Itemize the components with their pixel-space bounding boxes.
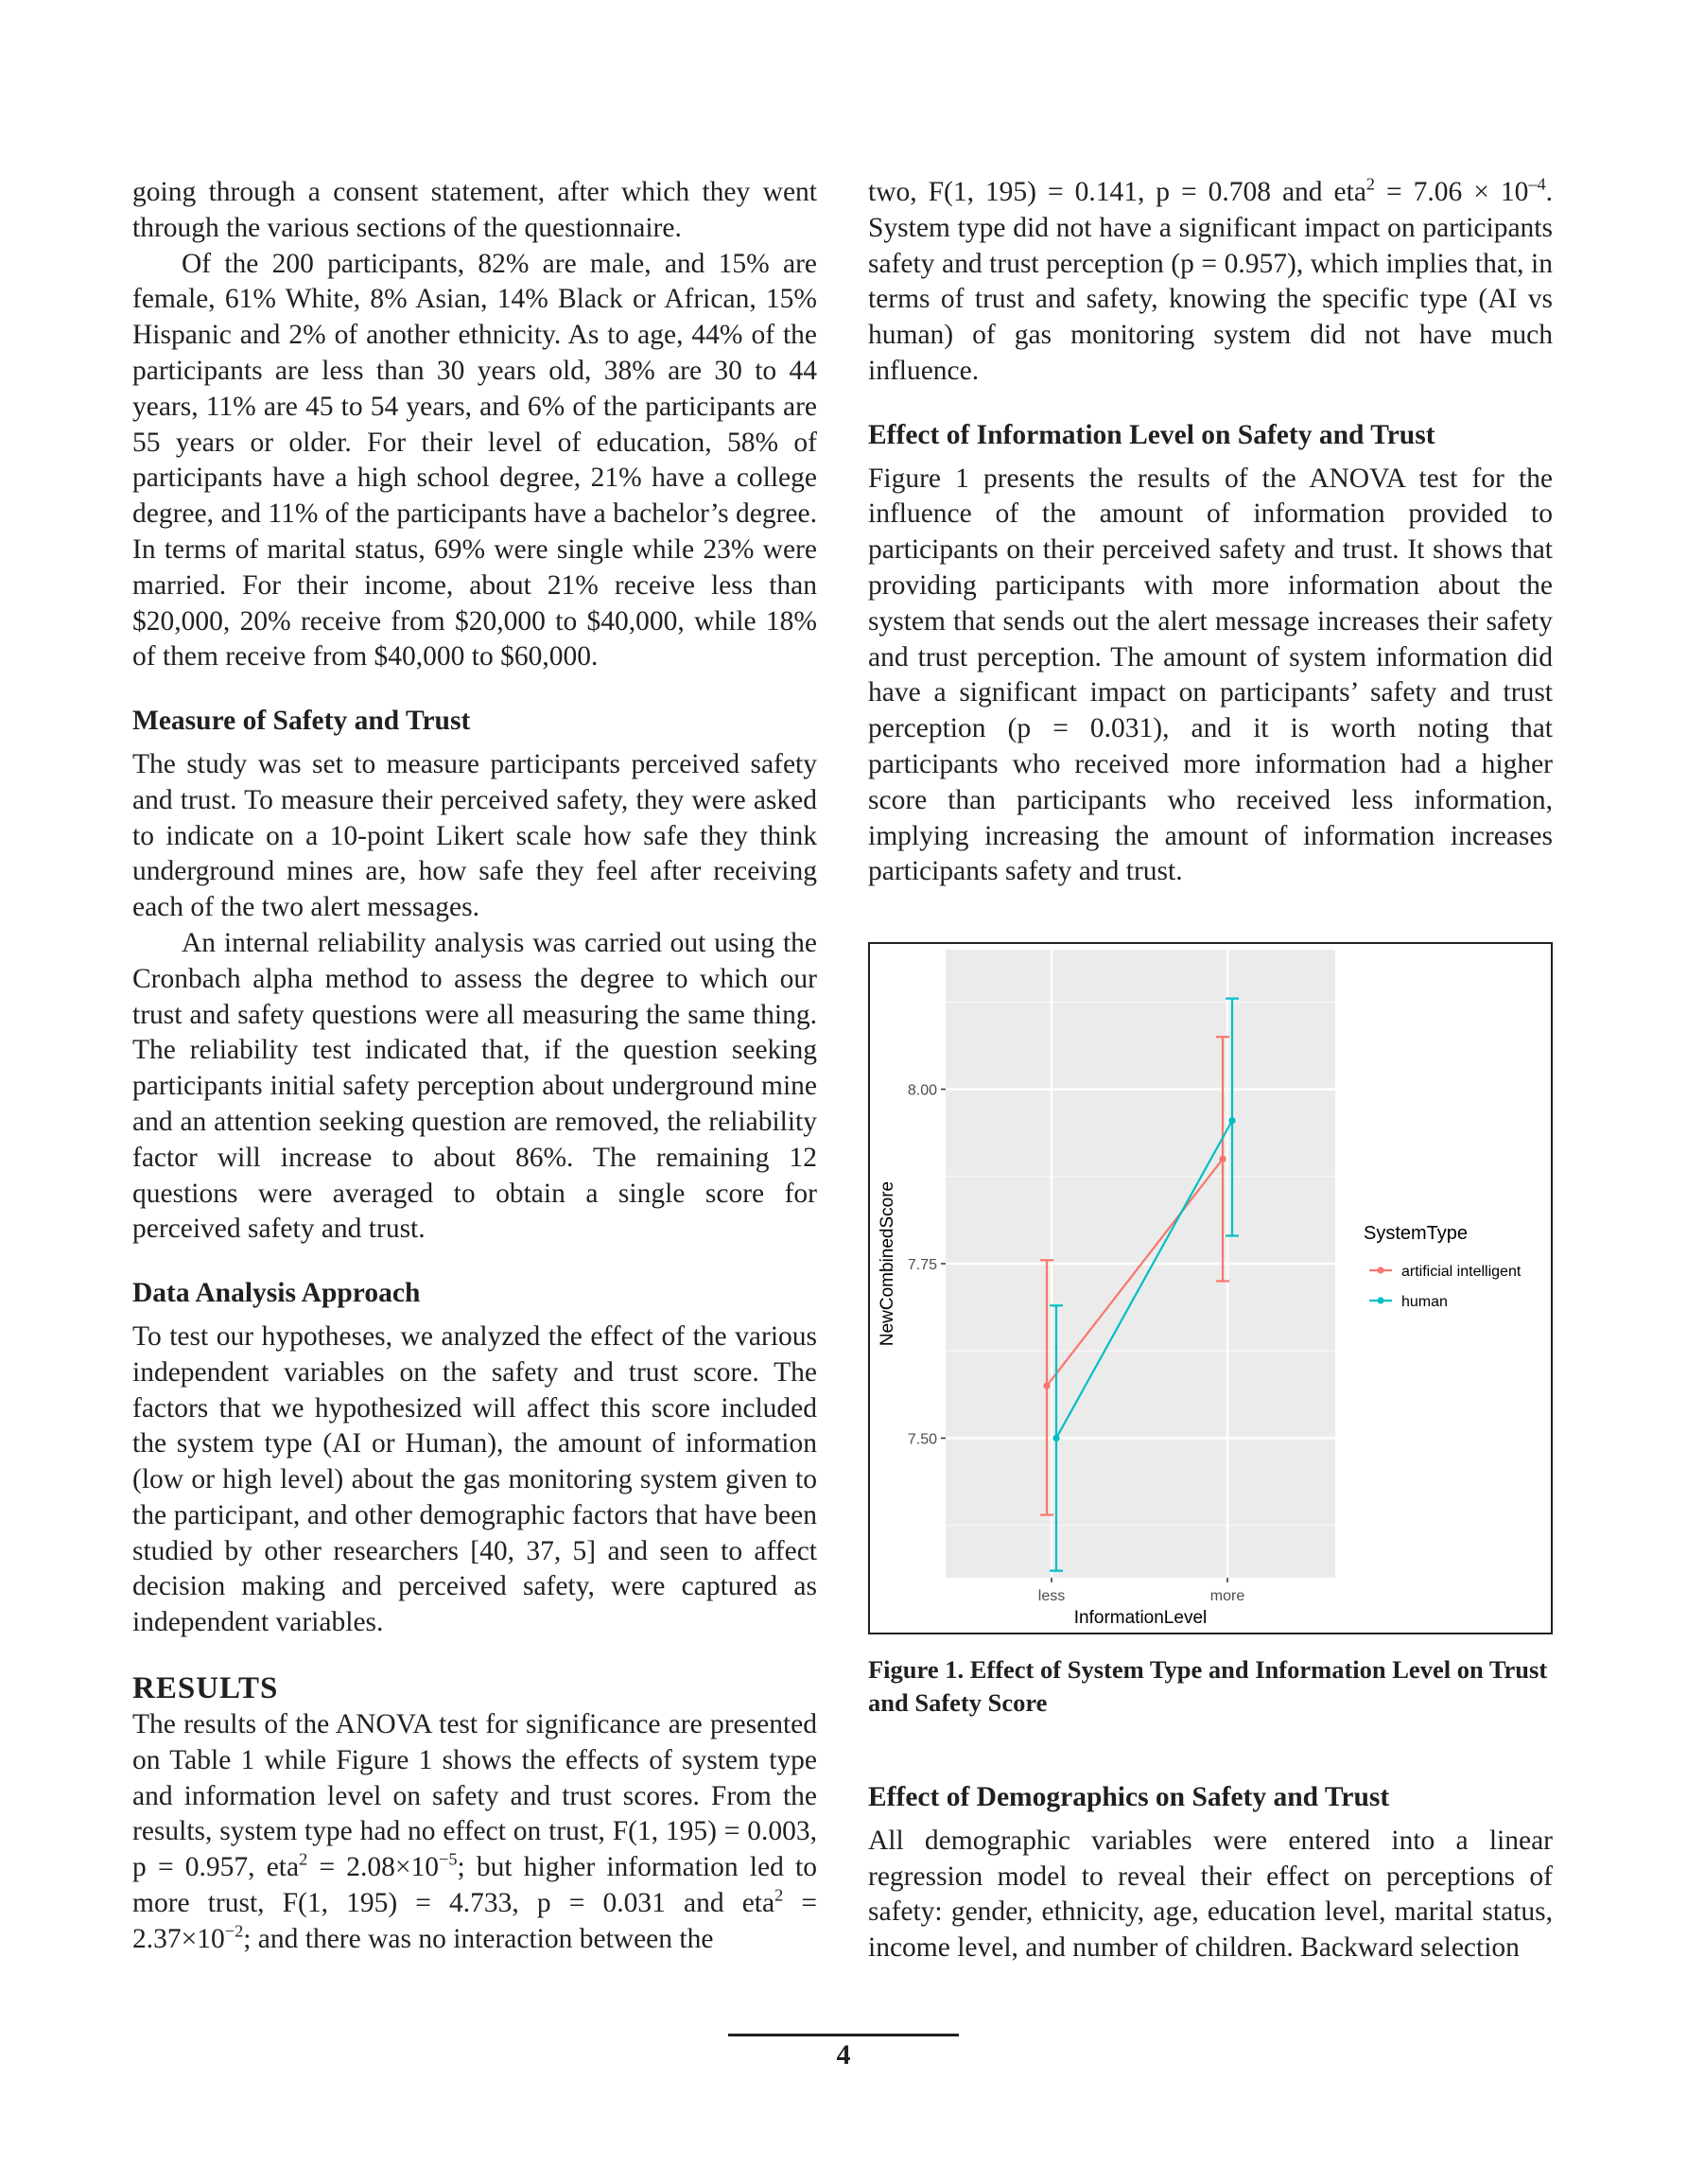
paragraph: To test our hypotheses, we analyzed the effect of the various independent variables on the safety and trust score. The factors that we hypothesized will affect this score included the system type (AI or Human), the amount of information (low or high level) about the gas monitoring system given to the participant, and other demographic factors that have been studied by other researchers [40, 37, 5] and seen to affect decision making and perceived safety, were captured as independent variables.	[132, 1320, 817, 1638]
y-tick-label: 7.75	[907, 1257, 937, 1273]
legend	[1364, 1223, 1522, 1310]
x-tick-label: more	[1209, 1588, 1245, 1604]
paragraph: All demographic variables were entered into a linear regression model to reveal their effect on perceptions of safety: gender, ethnicity, age, education level, marital status, income level, and number of children. Backward selection	[868, 1825, 1553, 1964]
legend-key-point	[1377, 1297, 1383, 1303]
paragraph: Figure 1 presents the results of the ANOVA test for the influence of the amount of information provided to participants on their perceived safety and trust. It shows that providing participants with more information about the system that sends out the alert message increases their safety and trust perception. The amount of system information did have a significant impact on participants’ safety and trust perception (p = 0.031), and it is worth noting that participants who received more information had a higher score than participants who received less information, implying increasing the amount of information increases participants safety and trust.	[868, 463, 1553, 887]
section-heading: Data Analysis Approach	[132, 1278, 421, 1309]
x-tick-label: less	[1037, 1588, 1066, 1604]
data-point	[1052, 1435, 1059, 1441]
data-point	[1219, 1156, 1226, 1162]
y-tick-label: 7.50	[907, 1431, 937, 1448]
section-heading: Measure of Safety and Trust	[132, 706, 471, 737]
paragraph: The study was set to measure participants perceived safety and trust. To measure their perceived safety, they were asked to indicate on a 10-point Likert scale how safe they think underground mines are, how safe they feel after receiving each of the two alert messages.	[132, 748, 817, 923]
demographics-section	[868, 1780, 1553, 1966]
left-column	[132, 175, 817, 1958]
data-point	[1228, 1117, 1235, 1124]
right-column	[868, 175, 1553, 890]
paragraph: going through a consent statement, after which they went through the various sections of the questionnaire.	[132, 177, 817, 243]
legend-entry: artificial intelligent	[1401, 1264, 1522, 1280]
legend-entry: human	[1401, 1294, 1448, 1310]
legend-title: SystemType	[1364, 1223, 1469, 1244]
figure-caption: Figure 1. Effect of System Type and Information Level on Trust and Safety Score	[868, 1655, 1548, 1717]
results-heading: RESULTS	[132, 1671, 279, 1706]
section-heading: Effect of Demographics on Safety and Trust	[868, 1782, 1390, 1812]
y-axis-label: NewCombinedScore	[878, 1180, 897, 1347]
paragraph: two, F(1, 195) = 0.141, p = 0.708 and $eta^2 = 7.06 \times 10^{-4}$. System type did not have a significant impact on participants safety and trust perception (p = 0.957), which implies that, in terms of trust and safety, knowing the specific type (AI vs human) of gas monitoring system did not have much influence.	[868, 174, 1553, 386]
paragraph: Of the 200 participants, 82% are male, and 15% are female, 61% White, 8% Asian, 14% Black or African, 15% Hispanic and 2% of another ethnicity. As to age, 44% of the participants are less than 30 years old, 38% are 30 to 44 years, 11% are 45 to 54 years, and 6% of the participants are 55 years or older. For their level of education, 58% of participants have a high school degree, 21% have a college degree, and 11% of the participants have a bachelor’s degree. In terms of marital status, 69% were single while 23% were married. For their income, about 21% receive less than $20,000, 20% receive from $20,000 to $40,000, while 18% of them receive from $40,000 to $60,000.	[132, 248, 817, 673]
legend-key-point	[1377, 1267, 1383, 1273]
y-tick-label: 8.00	[907, 1082, 937, 1099]
page-number: 4	[836, 2039, 851, 2070]
section-heading: Effect of Information Level on Safety and Trust	[868, 419, 1435, 450]
data-point	[1043, 1383, 1050, 1389]
figure-1	[868, 942, 1553, 1634]
footer-rule	[728, 2034, 959, 2036]
x-axis-label: InformationLevel	[1073, 1608, 1208, 1628]
chart	[870, 944, 1551, 1633]
paragraph: The results of the ANOVA test for significance are presented on Table 1 while Figure 1 shows the effects of system type and information level on safety and trust scores. From the results, system type had no effect on trust, F(1, 195) = 0.003, p = 0.957, $eta^2 = 2.08\times 10^{-5}$; but higher information led to more trust, F(1, 195) = 4.733, p = 0.031 and $eta^2 = 2.37\times 10^{-2}$; and there was no interaction between the	[132, 1709, 817, 1954]
paragraph: An internal reliability analysis was carried out using the Cronbach alpha method to assess the degree to which our trust and safety questions were all measuring the same thing. The reliability test indicated that, if the question seeking participants initial safety perception about underground mine and an attention seeking question are removed, the reliability factor will increase to about 86%. The remaining 12 questions were averaged to obtain a single score for perceived safety and trust.	[132, 927, 817, 1245]
